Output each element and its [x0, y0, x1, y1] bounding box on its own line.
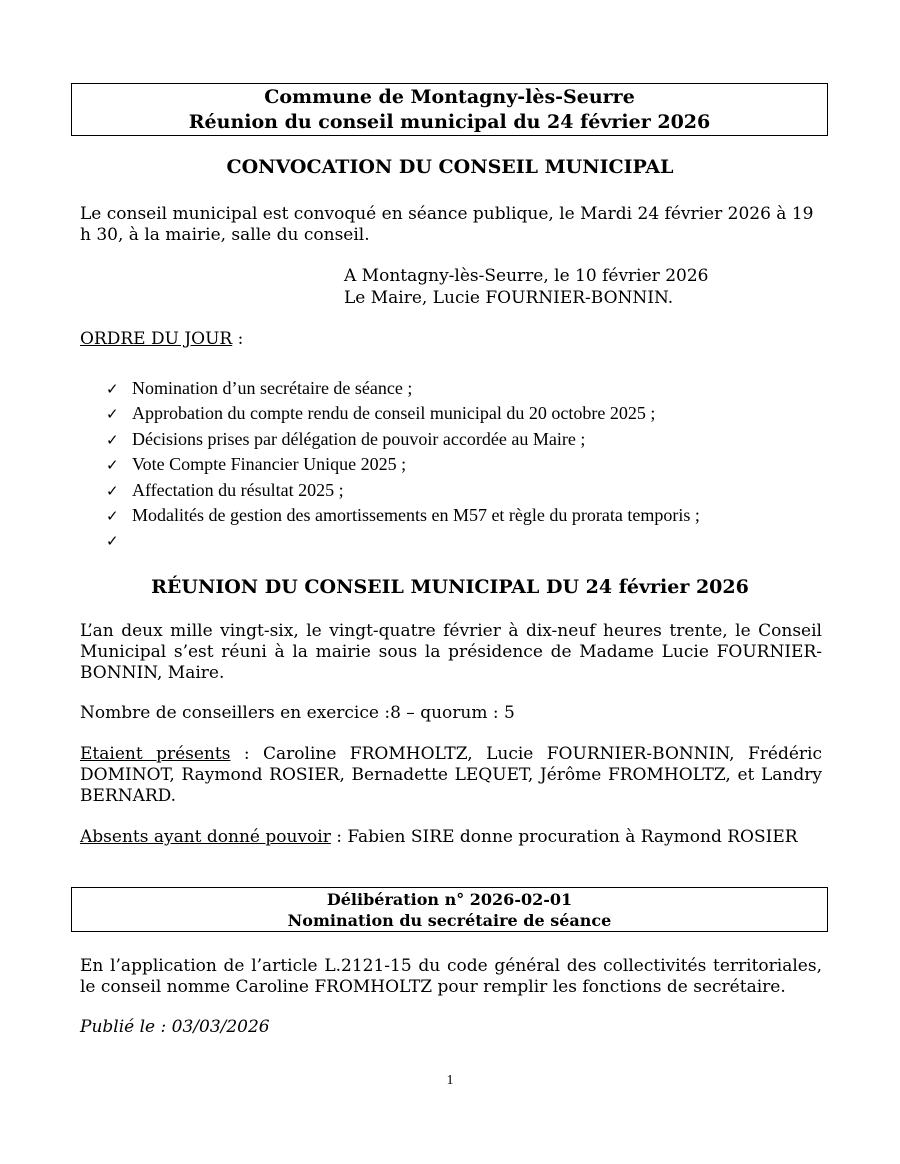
absent-list: : Fabien SIRE donne procuration à Raymond ROSIER [330, 827, 798, 847]
convocation-text: Le conseil municipal est convoqué en séance publique, le Mardi 24 février 2026 à 19 h 30, à la mairie, salle du conseil. [80, 204, 814, 245]
deliberation-box [71, 887, 828, 932]
check-icon: ✓ [106, 506, 119, 525]
meeting-date-title: Réunion du conseil municipal du 24 février 2026 [188, 111, 711, 133]
agenda-item: ✓ Modalités de gestion des amortissements en M57 et règle du prorata temporis ; [106, 503, 700, 528]
present-list: : Caroline FROMHOLTZ, Lucie FOURNIER-BONNIN, Frédéric DOMINOT, Raymond ROSIER, Bernadette LEQUET, Jérôme FROMHOLTZ, et Landry BERNARD. [80, 744, 822, 806]
present-label: Etaient présents [80, 744, 231, 764]
check-icon: ✓ [106, 380, 119, 398]
page-number: 1 [446, 1073, 454, 1088]
present-members [80, 744, 822, 807]
agenda-item: ✓ Vote Compte Financier Unique 2025 ; [106, 452, 700, 477]
deliberation-subject: Nomination du secrétaire de séance [287, 911, 612, 930]
absent-label: Absents ayant donné pouvoir [80, 827, 331, 847]
meeting-title: RÉUNION DU CONSEIL MUNICIPAL DU 24 février 2026 [151, 576, 749, 598]
absent-members [80, 827, 822, 848]
meeting-intro: L’an deux mille vingt-six, le vingt-quatre février à dix-neuf heures trente, le Conseil Municipal s’est réuni à la mairie sous la présidence de Madame Lucie FOURNIER-BONNIN, Maire. [80, 621, 822, 683]
check-icon: ✓ [106, 405, 119, 424]
commune-name: Commune de Montagny-lès-Seurre [264, 86, 635, 108]
agenda-label-suffix: : [232, 329, 244, 349]
check-icon: ✓ [106, 430, 119, 449]
agenda-list [106, 376, 700, 554]
signature-place-date: A Montagny-lès-Seurre, le 10 février 2026 [344, 266, 709, 286]
agenda-label: ORDRE DU JOUR [80, 329, 233, 349]
signature-name: Le Maire, Lucie FOURNIER-BONNIN. [344, 288, 674, 308]
agenda-item [106, 528, 700, 553]
check-icon: ✓ [106, 456, 119, 475]
agenda-item: ✓ Affectation du résultat 2025 ; [106, 478, 700, 503]
convocation-title: CONVOCATION DU CONSEIL MUNICIPAL [226, 156, 674, 178]
deliberation-number: Délibération n° 2026-02-01 [326, 890, 573, 909]
agenda-heading [80, 329, 822, 350]
check-icon: ✓ [106, 481, 119, 500]
deliberation-text: En l’application de l’article L.2121-15 du code général des collectivités territoriales, le conseil nomme Caroline FROMHOLTZ pour remplir les fonctions de secrétaire. [80, 956, 822, 997]
agenda-item: ✓ Approbation du compte rendu de conseil municipal du 20 octobre 2025 ; [106, 401, 700, 426]
header-box [71, 83, 828, 136]
published-date: Publié le : 03/03/2026 [80, 1017, 270, 1037]
councillor-count: Nombre de conseillers en exercice :8 – quorum : 5 [80, 703, 515, 723]
check-icon: ✓ [106, 532, 119, 551]
agenda-item: ✓ Décisions prises par délégation de pouvoir accordée au Maire ; [106, 427, 700, 452]
agenda-item: ✓ Nomination d’un secrétaire de séance ; [106, 376, 700, 401]
